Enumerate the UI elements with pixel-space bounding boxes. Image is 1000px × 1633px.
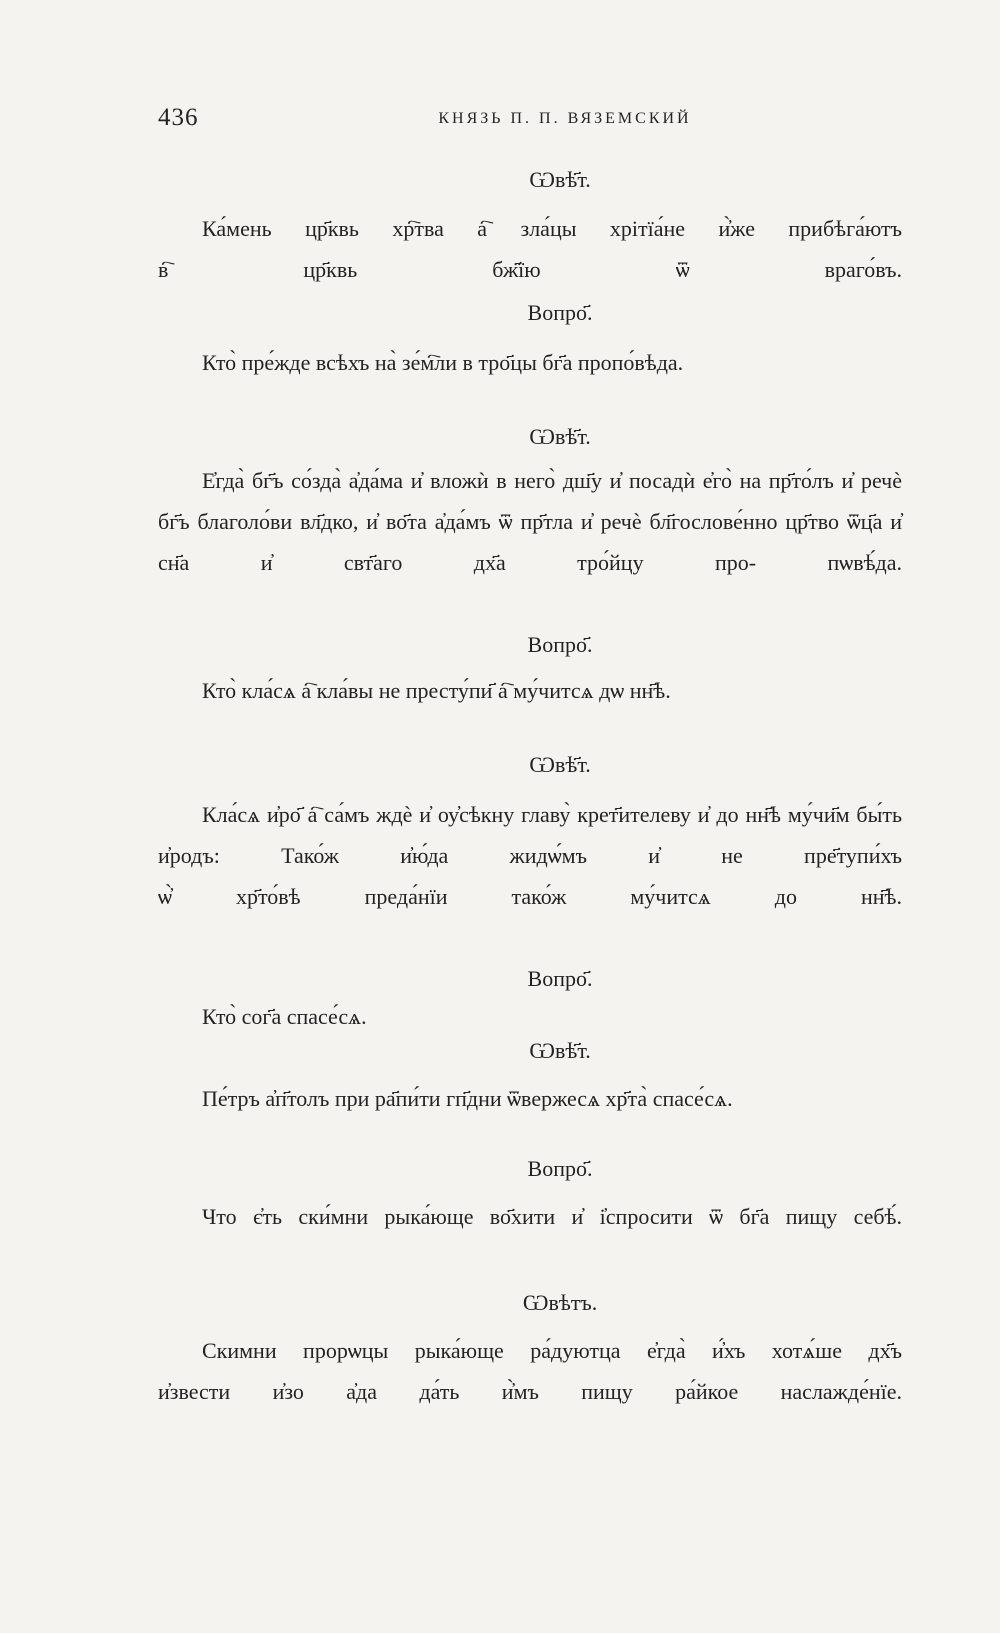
page-header (158, 104, 902, 134)
running-head: КНЯЗЬ П. П. ВЯЗЕМСКИЙ (438, 110, 692, 127)
page-number: 436 (158, 104, 199, 131)
answer-text: Пе́тръ а҆п҃толъ при ра҃пи́ти гп҃дни ѿвержесѧ хр҃та̀ спасе́сѧ. (202, 1086, 733, 1111)
answer-heading: Ѡвѣ҃т. (529, 424, 591, 449)
answer-paragraph: Кла́сѧ и҆ро҃ а҇ са́мъ ждѐ и҆ оу҆сѣкну главу̀ крет҃ителеву и҆ до нн҃ѣ му́чи҃м бы́ть и҆родъ: Тако́ж и҆ю́да жидѡ́мъ и҆ не пре҃тупи́хъ ѡ҆̀ хр҃то́вѣ преда́нїи тако́ж му́читсѧ до нн҃ѣ. (158, 802, 903, 909)
answer-paragraph: Ка́мень цр҃квь хр҇тва а҇ зла́цы хрітїа́не и҆̀же прибѣга́ютъ в҇ цр҃квь бж҃їю ѿ враго́въ. (158, 216, 902, 282)
answer-heading: Ѡвѣ҃т. (529, 167, 591, 192)
question-text: Кто̀ сог҃а спасе́сѧ. (202, 1004, 367, 1029)
question-heading: Вопро҃. (527, 632, 593, 657)
question-text: Кто̀ пре́жде всѣхъ на̀ зе́м҇ли в тро҃цы бг҃а пропо́вѣда. (202, 350, 684, 375)
question-heading: Вопро҃. (527, 300, 593, 325)
question-paragraph: Что є҆ть ски́мни рыка́юще во҃хити и҆ і҆спросити ѿ бг҃а пищу себѣ́. (202, 1204, 902, 1229)
answer-heading: Ѡвѣ҃т. (529, 1038, 591, 1063)
question-heading: Вопро҃. (527, 1156, 593, 1181)
question-heading: Вопро҃. (527, 966, 593, 991)
answer-paragraph: Скимни прорѡцы рыка́юще ра́дуютца е҆гда̀ и҆́хъ хотѧ́ше дх҃ъ и҆звести и҆зо а҆да да́ть и҆̀мъ пищу ра́йкое наслажде́нїе. (158, 1338, 902, 1404)
question-text: Кто̀ кла́сѧ а҇ кла́вы не престу́пи҃ а҇ му́читсѧ дѡ нн҃ѣ. (202, 678, 671, 703)
answer-heading: Ѡвѣ҃т. (529, 752, 591, 777)
answer-heading: Ѡвѣтъ. (522, 1290, 598, 1315)
answer-paragraph: Е҆гда̀ бг҃ъ со́зда̀ а҆да́ма и҆ вложѝ в него̀ дш҃у и҆ посадѝ е҆го̀ на пр҃то́лъ и҆ речѐ бг҃ъ благоло́ви вл҃дко, и҆ во҃та а҆да́мъ ѿ пр҃тла и҆ речѐ бл҃гослове́нно цр҃тво ѿц҃а и҆ сн҃а и҆ свт҃аго дх҃а тро́йцу про- пѡвѣ́да. (158, 468, 903, 575)
